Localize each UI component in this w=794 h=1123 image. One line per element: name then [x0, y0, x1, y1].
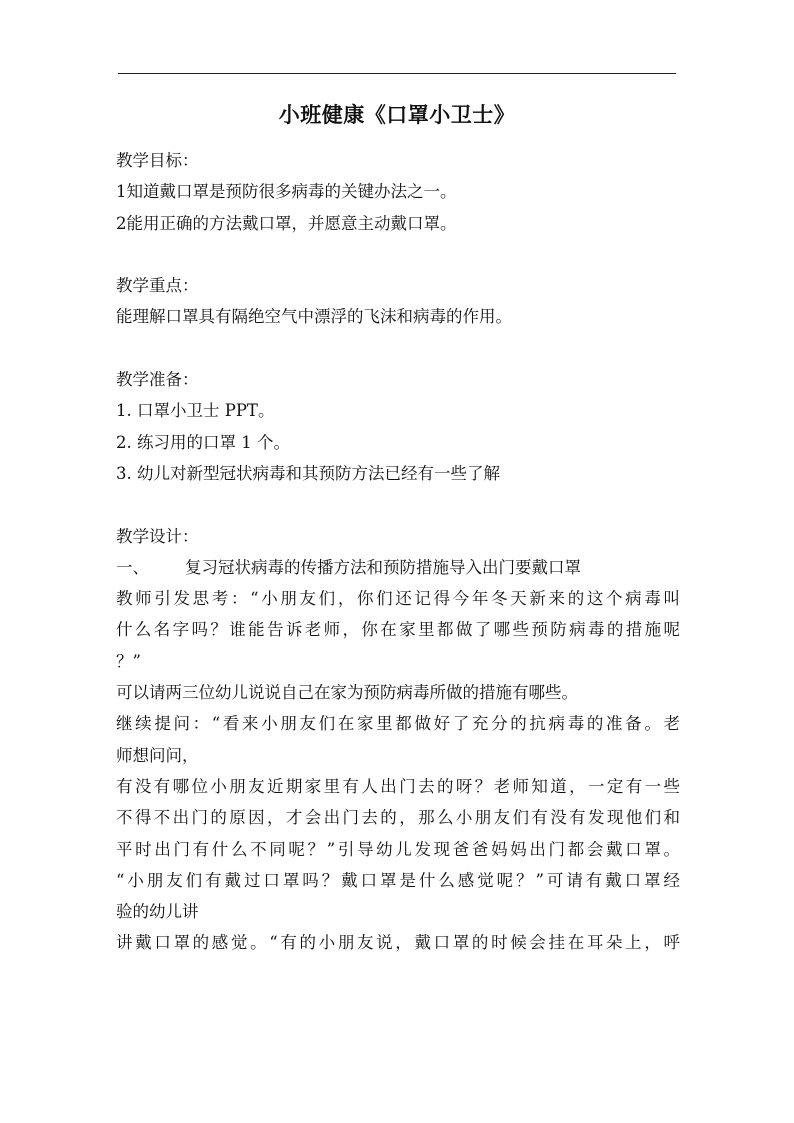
paragraph-line: 讲戴口罩的感觉。“有的小朋友说，戴口罩的时候会挂在耳朵上，呼: [116, 933, 680, 953]
document-title: 小班健康《口罩小卫士》: [278, 102, 516, 127]
goal-item: 2能用正确的方法戴口罩，并愿意主动戴口罩。: [116, 213, 457, 233]
section-number: 一、: [116, 557, 149, 577]
blank-line: [116, 333, 680, 364]
key-points-heading: 教学重点：: [116, 276, 199, 296]
paragraph-line: ？”: [116, 651, 141, 671]
paragraph-line: 有没有哪位小朋友近期家里有人出门去的呀？老师知道，一定有一些: [116, 776, 680, 796]
preparation-item: 2. 练习用的口罩 1 个。: [116, 432, 290, 452]
paragraph-line: 师想问问，: [116, 745, 199, 765]
design-heading: 教学设计：: [116, 526, 199, 546]
goal-item: 1知道戴口罩是预防很多病毒的关键办法之一。: [116, 182, 457, 202]
paragraph-line: 平时出门有什么不同呢？”引导幼儿发现爸爸妈妈出门都会戴口罩。: [116, 839, 680, 859]
goals-heading: 教学目标：: [116, 151, 199, 170]
preparation-item: 3. 幼儿对新型冠状病毒和其预防方法已经有一些了解: [116, 463, 500, 483]
paragraph-line: 不得不出门的原因，才会出门去的，那么小朋友们有没有发现他们和: [116, 808, 680, 828]
paragraph-line: “小朋友们有戴过口罩吗？戴口罩是什么感觉呢？”可请有戴口罩经: [116, 870, 680, 890]
design-section-heading: [116, 552, 680, 583]
section-title: 复习冠状病毒的传播方法和预防措施导入出门要戴口罩: [185, 557, 581, 577]
paragraph-line: 什么名字吗？谁能告诉老师，你在家里都做了哪些预防病毒的措施呢: [116, 620, 680, 640]
preparation-item: 1. 口罩小卫士 PPT。: [116, 401, 275, 421]
header-rule: [118, 73, 676, 74]
key-points-text: 能理解口罩具有隔绝空气中漂浮的飞沫和病毒的作用。: [116, 307, 512, 327]
paragraph-line: 验的幼儿讲: [116, 902, 199, 922]
paragraph-line: 继续提问：“看来小朋友们在家里都做好了充分的抗病毒的准备。老: [116, 714, 680, 734]
blank-line: [116, 239, 680, 270]
blank-line: [116, 489, 680, 520]
document-body: [116, 145, 680, 959]
paragraph-line: 可以请两三位幼儿说说自己在家为预防病毒所做的措施有哪些。: [116, 683, 578, 703]
paragraph-line: 教师引发思考：“小朋友们，你们还记得今年冬天新来的这个病毒叫: [116, 589, 680, 609]
preparation-heading: 教学准备：: [116, 370, 199, 390]
